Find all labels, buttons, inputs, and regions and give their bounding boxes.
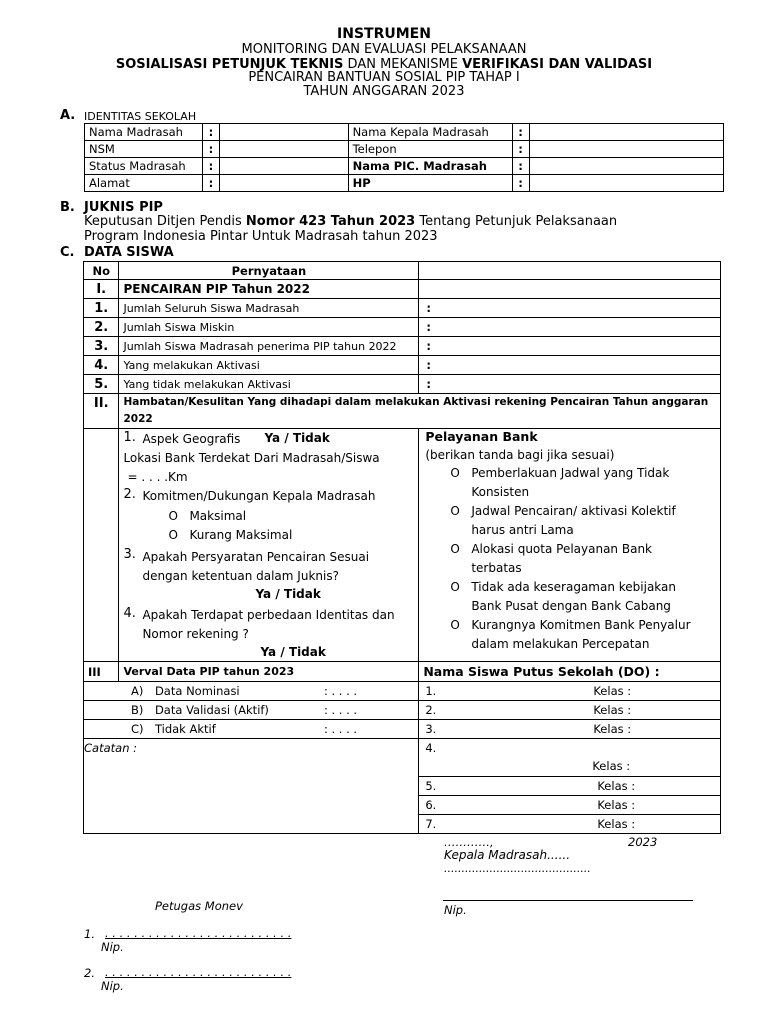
signature-place: …………, bbox=[444, 835, 494, 849]
identity-label-right: Telepon bbox=[348, 141, 512, 158]
data-item-no: 4. bbox=[84, 356, 119, 375]
verval-key: A) bbox=[130, 684, 144, 698]
verval-cell bbox=[119, 701, 419, 720]
petugas-1-dots: . . . . . . . . . . . . . . . . . . . . . . . . . . bbox=[105, 926, 292, 940]
juknis-text-line-2: Program Indonesia Pintar Untuk Madrasah tahun 2023 bbox=[84, 229, 438, 244]
identity-colon: : bbox=[512, 124, 529, 141]
header-line-3: PENCAIRAN BANTUAN SOSIAL PIP TAHAP I bbox=[248, 70, 520, 85]
verval-value: : . . . . bbox=[323, 722, 358, 736]
section-iii-no: III bbox=[84, 662, 119, 682]
identity-colon: : bbox=[202, 124, 219, 141]
data-item-no: 5. bbox=[84, 375, 119, 394]
do-row-no: 4. bbox=[425, 741, 437, 755]
petugas-monev-label: Petugas Monev bbox=[155, 899, 243, 913]
identity-value-right bbox=[529, 158, 724, 175]
identity-value-right bbox=[529, 124, 724, 141]
do-row-kelas: Kelas : bbox=[597, 817, 636, 831]
verval-row bbox=[84, 720, 721, 739]
identity-label-left: Nama Madrasah bbox=[85, 124, 203, 141]
identity-label-right: Nama Kepala Madrasah bbox=[348, 124, 512, 141]
do-row bbox=[419, 720, 721, 739]
do-row-no: 5. bbox=[425, 779, 437, 793]
verval-value: : . . . . bbox=[323, 684, 358, 698]
do-row-no: 1. bbox=[425, 684, 437, 698]
identity-value-left bbox=[219, 158, 348, 175]
verval-row bbox=[84, 682, 721, 701]
data-item-text: Jumlah Siswa Miskin bbox=[119, 318, 419, 337]
catatan-label: Catatan : bbox=[84, 741, 138, 755]
identity-row bbox=[85, 175, 724, 192]
data-item-row bbox=[84, 299, 721, 318]
data-item-text: Yang melakukan Aktivasi bbox=[119, 356, 419, 375]
identity-value-right bbox=[529, 175, 724, 192]
q4-answer: Ya / Tidak bbox=[260, 645, 326, 659]
section-b-title: JUKNIS PIP bbox=[84, 200, 163, 215]
header-line-4: TAHUN ANGGARAN 2023 bbox=[303, 84, 465, 99]
do-row bbox=[419, 701, 721, 720]
section-ii-no: II. bbox=[84, 394, 119, 429]
identity-value-left bbox=[219, 124, 348, 141]
verval-spacer bbox=[84, 682, 119, 701]
data-siswa-table bbox=[83, 261, 721, 834]
verval-label: Data Nominasi bbox=[154, 684, 240, 698]
q1-answer: Ya / Tidak bbox=[264, 431, 330, 445]
kepala-dots: .......................................... bbox=[444, 862, 591, 875]
kepala-madrasah-label: Kepala Madrasah...... bbox=[444, 848, 571, 862]
section-c-letter: C. bbox=[60, 245, 75, 260]
verval-cell bbox=[119, 720, 419, 739]
col-no-header: No bbox=[84, 262, 119, 280]
data-item-row bbox=[84, 356, 721, 375]
identity-row bbox=[85, 124, 724, 141]
bullet-icon: O bbox=[450, 542, 460, 556]
pelayanan-bank-cell: Pelayanan Bank (berikan tanda bagi jika sesuai) O Pemberlakuan Jadwal yang Tidak Konsisten O Jadwal Pencairan/ aktivasi Kolektif harus antri Lama O Alokasi quota Pelayanan Bank terbatas O Tidak ada keseragaman kebijakan Bank Pusat dengan Bank Cabang O Kurangnya Komitmen Bank Penyalur dalam melakukan Percepatan bbox=[419, 429, 721, 662]
do-row bbox=[419, 682, 721, 701]
section-c-title: DATA SISWA bbox=[84, 245, 174, 260]
identity-value-left bbox=[219, 141, 348, 158]
q3-answer: Ya / Tidak bbox=[255, 587, 321, 601]
data-item-value: : bbox=[419, 299, 721, 318]
doc-title: INSTRUMEN bbox=[337, 26, 431, 42]
identity-row bbox=[85, 141, 724, 158]
data-item-row bbox=[84, 375, 721, 394]
do-extra-row bbox=[84, 739, 721, 777]
identity-colon: : bbox=[512, 141, 529, 158]
data-item-no: 2. bbox=[84, 318, 119, 337]
data-item-row bbox=[84, 337, 721, 356]
section-a-title: IDENTITAS SEKOLAH bbox=[84, 110, 197, 123]
verval-label: Tidak Aktif bbox=[154, 722, 216, 736]
juknis-text-line-1: Keputusan Ditjen Pendis Nomor 423 Tahun 2023 Tentang Petunjuk Pelaksanaan bbox=[84, 214, 618, 229]
data-item-value: : bbox=[419, 318, 721, 337]
do-row-kelas: Kelas : bbox=[593, 703, 632, 717]
bullet-icon: O bbox=[450, 618, 460, 632]
identity-label-left: Status Madrasah bbox=[85, 158, 203, 175]
section-a-letter: A. bbox=[60, 108, 76, 123]
do-row-kelas: Kelas : bbox=[597, 798, 636, 812]
petugas-1-no: 1. bbox=[84, 927, 95, 941]
bullet-icon: O bbox=[450, 504, 460, 518]
identity-value-right bbox=[529, 141, 724, 158]
data-item-row bbox=[84, 318, 721, 337]
bullet-icon: O bbox=[450, 580, 460, 594]
do-row-kelas: Kelas : bbox=[597, 779, 636, 793]
data-item-value: : bbox=[419, 337, 721, 356]
verval-key: C) bbox=[130, 722, 144, 736]
identity-value-left bbox=[219, 175, 348, 192]
data-item-text: Jumlah Siswa Madrasah penerima PIP tahun 2022 bbox=[119, 337, 419, 356]
petugas-2-dots: . . . . . . . . . . . . . . . . . . . . . . . . . . bbox=[105, 965, 292, 979]
data-item-value: : bbox=[419, 356, 721, 375]
do-row-no: 7. bbox=[425, 817, 437, 831]
verval-spacer bbox=[84, 720, 119, 739]
do-row-kelas: Kelas : bbox=[592, 759, 631, 773]
do-row-kelas: Kelas : bbox=[593, 722, 632, 736]
bullet-icon: O bbox=[168, 528, 178, 542]
section-ii-title: Hambatan/Kesulitan Yang dihadapi dalam melakukan Aktivasi rekening Pencairan Tahun anggaran 2022 bbox=[119, 394, 721, 429]
identity-colon: : bbox=[512, 175, 529, 192]
identity-label-left: NSM bbox=[85, 141, 203, 158]
identity-label-left: Alamat bbox=[85, 175, 203, 192]
section-i-title: PENCAIRAN PIP Tahun 2022 bbox=[119, 280, 419, 299]
col-pernyataan-header: Pernyataan bbox=[119, 262, 419, 280]
signature-line bbox=[443, 900, 693, 901]
petugas-2-no: 2. bbox=[84, 966, 95, 980]
bullet-icon: O bbox=[450, 466, 460, 480]
data-item-value: : bbox=[419, 375, 721, 394]
section-b-letter: B. bbox=[60, 200, 75, 215]
petugas-2-nip: Nip. bbox=[101, 979, 124, 993]
kepala-nip: Nip. bbox=[444, 903, 467, 917]
do-row bbox=[419, 815, 721, 834]
data-item-no: 3. bbox=[84, 337, 119, 356]
identity-label-right: Nama PIC. Madrasah bbox=[348, 158, 512, 175]
data-item-no: 1. bbox=[84, 299, 119, 318]
verval-cell bbox=[119, 682, 419, 701]
header-line-2: SOSIALISASI PETUNJUK TEKNIS DAN MEKANISME VERIFIKASI DAN VALIDASI bbox=[115, 57, 653, 72]
identity-table bbox=[84, 123, 724, 192]
do-title: Nama Siswa Putus Sekolah (DO) : bbox=[419, 662, 721, 682]
signature-year: 2023 bbox=[628, 835, 658, 849]
verval-value: : . . . . bbox=[323, 703, 358, 717]
catatan-cell bbox=[84, 739, 419, 834]
hambatan-left-cell: 1. Aspek Geografis Ya / Tidak Lokasi Bank Terdekat Dari Madrasah/Siswa = . . . .Km 2. Komitmen/Dukungan Kepala Madrasah O Maksimal O Kurang Maksimal 3. Apakah Persyaratan Pencairan Sesuai dengan ketentuan dalam Juknis? Ya / Tidak 4. Apakah Terdapat perbedaan Identitas dan Nomor rekening ? Ya / Tidak bbox=[119, 429, 419, 662]
identity-colon: : bbox=[202, 175, 219, 192]
data-item-text: Jumlah Seluruh Siswa Madrasah bbox=[119, 299, 419, 318]
verval-spacer bbox=[84, 701, 119, 720]
identity-label-right: HP bbox=[348, 175, 512, 192]
header-line-1: MONITORING DAN EVALUASI PELAKSANAAN bbox=[241, 42, 527, 57]
do-row-no: 6. bbox=[425, 798, 437, 812]
pelayanan-bank-title: Pelayanan Bank bbox=[425, 429, 538, 444]
petugas-1-nip: Nip. bbox=[101, 940, 124, 954]
verval-key: B) bbox=[130, 703, 144, 717]
do-row bbox=[419, 739, 721, 777]
identity-colon: : bbox=[202, 141, 219, 158]
data-item-text: Yang tidak melakukan Aktivasi bbox=[119, 375, 419, 394]
do-row-no: 2. bbox=[425, 703, 437, 717]
verval-label: Data Validasi (Aktif) bbox=[154, 703, 269, 717]
identity-row bbox=[85, 158, 724, 175]
verval-row bbox=[84, 701, 721, 720]
do-row bbox=[419, 777, 721, 796]
identity-colon: : bbox=[512, 158, 529, 175]
do-row-kelas: Kelas : bbox=[593, 684, 632, 698]
bullet-icon: O bbox=[168, 509, 178, 523]
section-i-no: I. bbox=[84, 280, 119, 299]
do-row-no: 3. bbox=[425, 722, 437, 736]
identity-colon: : bbox=[202, 158, 219, 175]
section-iii-title: Verval Data PIP tahun 2023 bbox=[119, 662, 419, 682]
do-row bbox=[419, 796, 721, 815]
